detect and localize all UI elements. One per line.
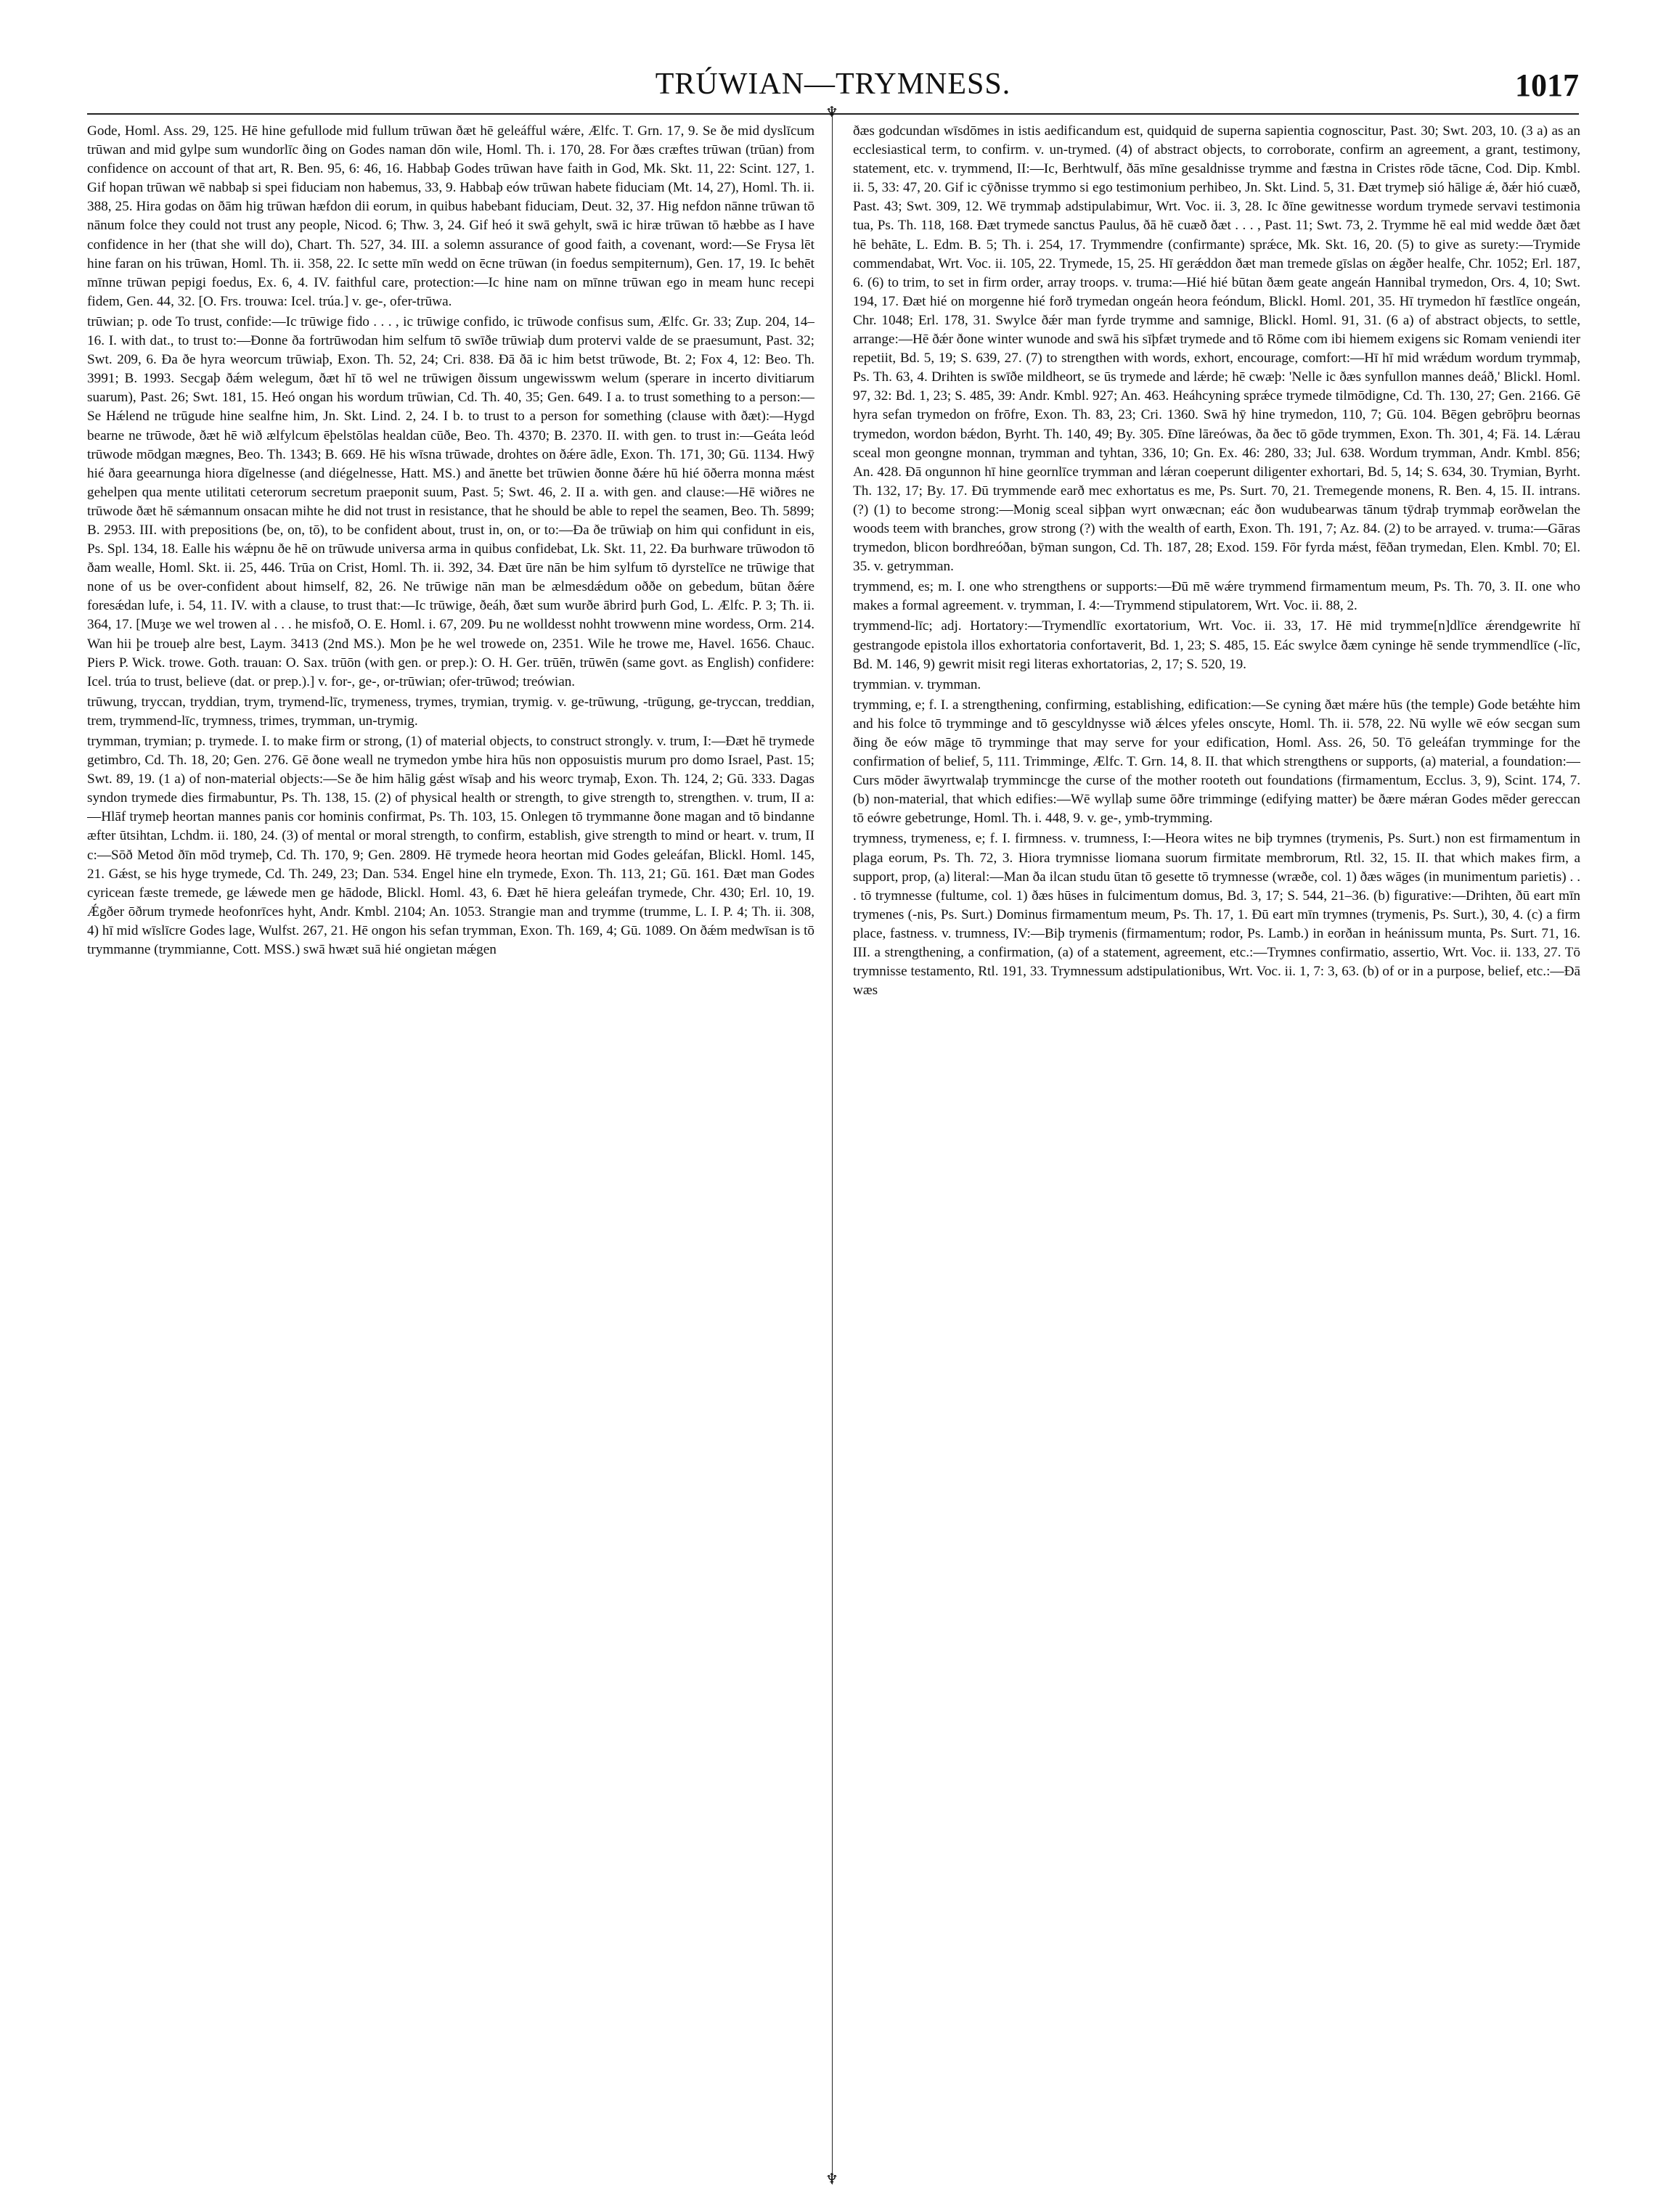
entry-trymness: trymness, trymeness, e; f. I. firmness. v. trumness, I:—Heora wites ne biþ trymnes (trymenis, Ps. Surt.) non est firmamentum in plaga eorum, Ps. Th. 72, 3. Hiora trymnisse liomana suorum firmitate membrorum, Rtl. 32, 15. II. that which makes firm, a support, prop, (a) literal:—Man ða ilcan studu ūtan tō gesette tō trymnesse (wræðe, col. 1) ðæs wāges (in munimentum parietis) . . . tō trymnesse (fultume, col. 1) ðæs hūses in fulcimentum domus, Bd. 3, 17; S. 544, 21–36. (b) figurative:—Drihten, ðū eart mīn trymenes (-nis, Ps. Surt.) Dominus firmamentum meum, Ps. Th. 17, 1. Ðū eart mīn trymnes (trymenis, Ps. Surt.), 30, 4. (c) a firm place, fastness. v. trumness, IV:—Biþ trymenis (firmamentum; rodor, Ps. Lamb.) in eorðan in heánissum munta, Ps. Surt. 71, 16. III. a strengthening, a confirmation, (a) of a statement, agreement, etc.:—Trymnes confirmatio, assertio, Wrt. Voc. ii. 133, 27. Tō trymnisse testamento, Rtl. 191, 33. Trymnessum adstipulationibus, Wrt. Voc. ii. 1, 7: 3, 63. (b) of or in a purpose, belief, etc.:—Ðā wæs [853,831,1580,999]
entry-trymming: trymming, e; f. I. a strengthening, confirming, establishing, edification:—Se cyning ðæt mǽre hūs (the temple) Gode betǽhte him and his folce tō trymminge and tō gescyldnysse wið ǽlces yfeles onscyte, Homl. Th. ii. 578, 22. Nū wylle wē eów secgan sum ðing ðe eów māge tō trymminge that may serve for your edification, Homl. Ass. 26, 50. Tō geleáfan trymminge for the confirmation of belief, 5, 111. Trimminge, Ælfc. T. Grn. 14, 8. II. that which strengthens or supports, (a) material, a foundation:—Curs mōder āwyrtwalaþ trymmincge the curse of the mother rooteth out foundations (firmamentum, Ecclus. 3, 9), Scint. 174, 7. (b) non-material, that which edifies:—Wē wyllaþ sume ōðre trimminge (edifying matter) be ðære mǽran Godes mēder gereccan tō eówre gebetrunge, Homl. Th. i. 448, 9. v. ge-, ymb-trymming. [853,697,1580,827]
divider-ornament-bottom-icon: ♆ [825,2170,838,2187]
entry-truwa-continued: Gode, Homl. Ass. 29, 125. Hē hine gefullode mid fullum trūwan ðæt hē geleáfful wǽre, Ælfc. T. Grn. 17, 9. Se ðe mid dyslīcum trūwan and mid gylpe sum wundorlīc ðing on Godes naman dōn wile, Homl. Th. i. 170, 28. For ðæs cræftes trūwan (trūan) from confidence on account of that art, R. Ben. 95, 6: 46, 16. Habbaþ Godes trūwan have faith in God, Mk. Skt. 11, 22: Scint. 127, 1. Gif hopan trūwan wē nabbaþ si spei fiduciam non habemus, 33, 9. Habbaþ eów trūwan habete fiduciam (Mt. 14, 27), Homl. Th. ii. 388, 25. Hira godas on ðām hig trūwan hæfdon dii eorum, in quibus habebant fiduciam, Deut. 32, 37. Hig nefdon nānne trūwan tō nānum folce they could not trust any people, Nicod. 6; Thw. 3, 24. Gif heó it swā gehylt, swā ic hiræ trūwan tō hæbbe as I have confidence in her (that she will do), Chart. Th. 527, 34. III. a solemn assurance of good faith, a covenant, word:—Se Frysa lēt hine faran on his trūwan, Homl. Th. ii. 358, 22. Ic sette mīn wedd on ēcne trūwan (in foedus sempiternum), Gen. 17, 19. Ic behēt mīnne trūwan pepigi foedus, Ex. 6, 4. IV. faithful care, protection:—Ic hine nam on mīnne trūwan ego in meam hunc recepi fidem, Gen. 44, 32. [O. Frs. trouwa: Icel. trúa.] v. ge-, ofer-trūwa. [87,123,814,309]
entry-trymman: trymman, trymian; p. trymede. I. to make firm or strong, (1) of material objects, to construct strongly. v. trum, I:—Ðæt hē trymede getimbro, Cd. Th. 18, 20; Gen. 276. Gē ðone weall ne trymedon ymbe hira hūs non opposuistis murum pro domo Israel, Past. 15; Swt. 89, 19. (1 a) of non-material objects:—Se ðe him hālig gǽst wīsaþ and his weorc trymaþ, Exon. Th. 124, 2; Gū. 333. Dagas syndon trymede dies firmabuntur, Ps. Th. 138, 15. (2) of physical health or strength, to give strength to, strengthen. v. trum, II a:—Hlāf trymeþ heortan mannes panis cor hominis confirmat, Ps. Th. 103, 15. Onlegen tō trymmanne ðone magan and tō bindanne æfter ūtsihtan, Lchdm. ii. 180, 24. (3) of mental or moral strength, to confirm, establish, give strength to mind or heart. v. trum, II c:—Sōð Metod ðīn mōd trymeþ, Cd. Th. 170, 9; Gen. 2809. Hē trymede heora heortan mid Godes geleáfan, Blickl. Homl. 145, 21. Gǽst, se his hyge trymede, Cd. Th. 249, 23; Dan. 534. Engel hine eln trymede, Exon. Th. 113, 21; Gū. 161. Ðæt man Godes cyricean fæste tremede, ge lǽwede men ge hādode, Blickl. Homl. 43, 6. Ðæt hē hiera geleáfan trymede, Chr. 430; Erl. 10, 19. Ǽgðer ōðrum trymede heofonrīces hyht, Andr. Kmbl. 2104; An. 1053. Strangie man and trymme (trumme, L. I. P. 4; Th. ii. 308, 4) hī mid wīslīcre Godes lage, Wulfst. 267, 21. Hē ongon his sefan trymman, Exon. Th. 169, 4; Gū. 1089. On ðǽm medwīsan is tō trymmanne (trymmianne, Cott. MSS.) swā hwæt suā hié ongietan mǽgen [87,734,814,958]
page-number: 1017 [1515,67,1579,103]
left-column [87,122,814,2183]
entry-trymmend: trymmend, es; m. I. one who strengthens or supports:—Ðū mē wǽre trymmend firmamentum meum, Ps. Th. 70, 3. II. one who makes a formal agreement. v. trymman, I. 4:—Trymmend stipulatorem, Wrt. Voc. ii. 88, 2. [853,579,1580,614]
entry-trymmian: trymmian. v. trymman. [853,676,981,692]
entry-truwung-crossref: trūwung, tryccan, tryddian, trym, trymend-līc, trymeness, trymes, trymian, trymig. v. ge-trūwung, -trūgung, ge-tryccan, treddian, trem, trymmend-līc, trymness, trimes, trymman, un-trymig. [87,694,814,729]
column-divider [832,109,833,2184]
entry-trymman-continued: ðæs godcundan wīsdōmes in istis aedificandum est, quidquid de superna sapientia cognoscitur, Past. 30; Swt. 203, 10. (3 a) as an ecclesiastical term, to confirm. v. un-trymed. (4) of abstract objects, to corroborate, confirm an agreement, a grant, testimony, statement, etc. v. trymmend, II:—Ic, Berhtwulf, ðās mīne gesaldnisse trymme and fæstna in Cristes rōde tācne, Cod. Dip. Kmbl. ii. 5, 33: 47, 20. Gif ic cȳðnisse trymmo si ego testimonium perhibeo, Jn. Skt. Lind. 5, 31. Ðæt trymeþ sió hālige ǽ, ðǽr hió cuæð, Past. 43; Swt. 309, 12. Wē trymmaþ adstipulabimur, Wrt. Voc. ii. 3, 28. Ic ðīne gewitnesse wordum trymede servavi testimonia tua, Ps. Th. 118, 168. Ðæt trymede sanctus Paulus, ðā hē cuæð ðæt . . . , Past. 11; Swt. 73, 2. Trymme hē eal mid wedde ðæt ðæt hē behāte, L. Edm. B. 5; Th. i. 254, 17. Trymmendre (confirmante) sprǽce, Mk. Skt. 16, 20. (5) to give as surety:—Trymide commendabat, Wrt. Voc. ii. 105, 22. Trymede, 15, 25. Hī gerǽddon ðæt man tremede gīslas on ǽgðer healfe, Chr. 1052; Erl. 187, 6. (6) to trim, to set in firm order, array troops. v. truma:—Hié hié būtan ðæm geate angeán Hannibal trymedon, Ors. 4, 10; Swt. 194, 17. Ðæt hié on morgenne hié forð trymedan ongeán heora feóndum, Blickl. Homl. 201, 35. Hī trymedon hī fæstlīce ongeán, Chr. 1048; Erl. 178, 31. Swylce ðǽr man fyrde trymme and samnige, Blickl. Homl. 91, 31. (6 a) of abstract objects, to settle, arrange:—Hē ðǽr ðone winter wunode and swā his sīþfæt trymede and tō Rōme com ibi hiemem exigens sic Romam veniendi iter repetiit, Bd. 5, 19; S. 639, 27. (7) to strengthen with words, exhort, encourage, comfort:—Hī hī mid wrǽdum wordum trymmaþ, Ps. Th. 63, 4. Drihten is swīðe mildheort, se ūs trymede and lǽrde; hē cwæþ: 'Nelle ic ðæs synfullon mannes deáð,' Blickl. Homl. 97, 32: Bd. 1, 23; S. 485, 39: Andr. Kmbl. 927; An. 463. Heáhcyning sprǽce trymede tilmōdigne, Cd. Th. 130, 27; Gen. 2166. Gē hyra sefan trymedon on frōfre, Exon. Th. 83, 23; Cri. 1360. Swā hȳ hine trymedon, 110, 7; Gū. 104. Bēgen gebrōþru beornas trymedon, wordon bǽdon, Byrht. Th. 140, 49; By. 305. Ðīne lāreówas, ða ðec tō gōde trymmen, Exon. Th. 301, 4; Fä. 14. Lǽrau sceal mon geongne monnan, trymman and tyhtan, 336, 10; Gn. Ex. 46: 280, 33; Jul. 638. Wordum trymman, Andr. Kmbl. 856; An. 428. Ðā ongunnon hī hine geornlīce trymman and lǽran coeperunt diligenter exhortari, Bd. 5, 14; S. 634, 30. Trymian, Byrht. Th. 132, 17; By. 17. Ðū trymmende earð mec exhortatus es me, Ps. Surt. 70, 21. Tremegende monens, R. Ben. 4, 15. II. intrans. (?) (1) to become strong:—Monig sceal siþþan wyrt onwæcnan; eác ðon wudubearwas tānum tȳdraþ trymmaþ eorðwelan the woods teem with branches, grow strong (?) with the wealth of earth, Exon. Th. 191, 7; Az. 84. (2) to be arrayed. v. truma:—Gāras trymedon, blicon bordhreóðan, bȳman sungon, Cd. Th. 187, 28; Exod. 159. Fōr fyrda mǽst, fēðan trymedan, Elen. Kmbl. 70; El. 35. v. getrymman. [853,123,1580,575]
divider-ornament-top-icon: ♆ [825,103,838,120]
entry-trymmend-lic: trymmend-līc; adj. Hortatory:—Trymendlīc exortatorium, Wrt. Voc. ii. 33, 17. Hē mid trymme[n]dlīce ǽrendgewrite hī gestrangode epistola illos exhortatoria confortaverit, Bd. 1, 23; S. 485, 15. Eác swylce ðæm cyninge hē sende trymmendlīce (-līc, Bd. M. 146, 9) gewrit misit regi literas exhortatorias, 2, 17; S. 520, 19. [853,618,1580,672]
running-title: TRÚWIAN—TRYMNESS. [655,67,1011,101]
right-column [853,122,1580,2183]
entry-truwian: trūwian; p. ode To trust, confide:—Ic trūwige fido . . . , ic trūwige confido, ic trūwode confisus sum, Ælfc. Gr. 33; Zup. 204, 14–16. I. with dat., to trust to:—Ðonne ða fortrūwodan him selfum tō swīðe trūwiaþ dum protervi valde de se praesumunt, Past. 32; Swt. 209, 6. Ða ðe hyra weorcum trūwiaþ, Exon. Th. 52, 24; Cri. 838. Ðā ðā ic him betst trūwode, Bt. 2; Fox 4, 12: Beo. Th. 3991; B. 1993. Secgaþ ðǽm welegum, ðæt hī tō wel ne trūwigen ðissum ungewisswm welum (sperare in incerto divitiarum suarum), Past. 26; Swt. 181, 15. Heó ongan his wordum trūwian, Cd. Th. 40, 35; Gen. 649. I a. to trust something to a person:—Se Hǽlend ne trūgude hine sealfne him, Jn. Skt. Lind. 2, 24. I b. to trust to a person for something (clause with ðæt):—Hygd bearne ne trūwode, ðæt hē wið ælfylcum ēþelstōlas healdan cūðe, Beo. Th. 4370; B. 2370. II. with gen. to trust in:—Geáta leód trūwode mōdgan mægnes, Beo. Th. 1343; B. 669. Hē his wīsna trūwade, drohtes on ðǽre ādle, Exon. Th. 171, 30; Gū. 1134. Hwȳ hié ðara geearnunga hiora dīgelnesse (and diégelnesse, Hatt. MS.) and ānette bet trūwien ðonne ðǽre hū hié ōðerra monna mǽst gehelpen qua mente utilitati ceterorum secretum praeponit suum, Past. 5; Swt. 46, 2. II a. with gen. and clause:—Hē wiðres ne trūwode ðæt hē sǽmannum onsacan mihte he did not trust in resistance, that he should be able to repel the seamen, Beo. Th. 5899; B. 2953. III. with prepositions (be, on, tō), to be confident about, trust in, on, or to:—Ða ðe trūwiaþ on him qui confidunt in eis, Ps. Spl. 134, 18. Ealle his wǽpnu ðe hē on trūwude universa arma in quibus confidebat, Lk. Skt. 11, 22. Ða burhware trūwodon tō ðam wealle, Homl. Skt. ii. 25, 446. Trūa on Crist, Homl. Th. ii. 392, 34. Ðæt ūre nān be him sylfum tō dyrstelīce ne trūwige that none of us be over-confident about himself, 82, 26. Ne trūwige nān man be ælmesdǽdum oððe on gebedum, būtan ðǽre foresǽdan lufe, i. 54, 11. IV. with a clause, to trust that:—Ic trūwige, ðeáh, ðæt sum wurðe ābrird þurh God, L. Ælfc. P. 3; Th. ii. 364, 17. [Muȝe we wel trowen al . . . he misfoð, O. E. Homl. i. 67, 209. Þu ne wolldesst nohht trowwenn mine wordess, Orm. 214. Wan hii þe troueþ alre best, Laym. 3413 (2nd MS.). Mon þe he wel trowede on, 2351. Wile he trowe me, Havel. 1656. Chauc. Piers P. Wick. trowe. Goth. trauan: O. Sax. trūōn (with gen. or prep.): O. H. Ger. trūēn, trūwēn (same govt. as English) confidere: Icel. trúa to trust, believe (dat. or prep.).] v. for-, ge-, or-trūwian; ofer-trūwod; treówian. [87,314,814,689]
